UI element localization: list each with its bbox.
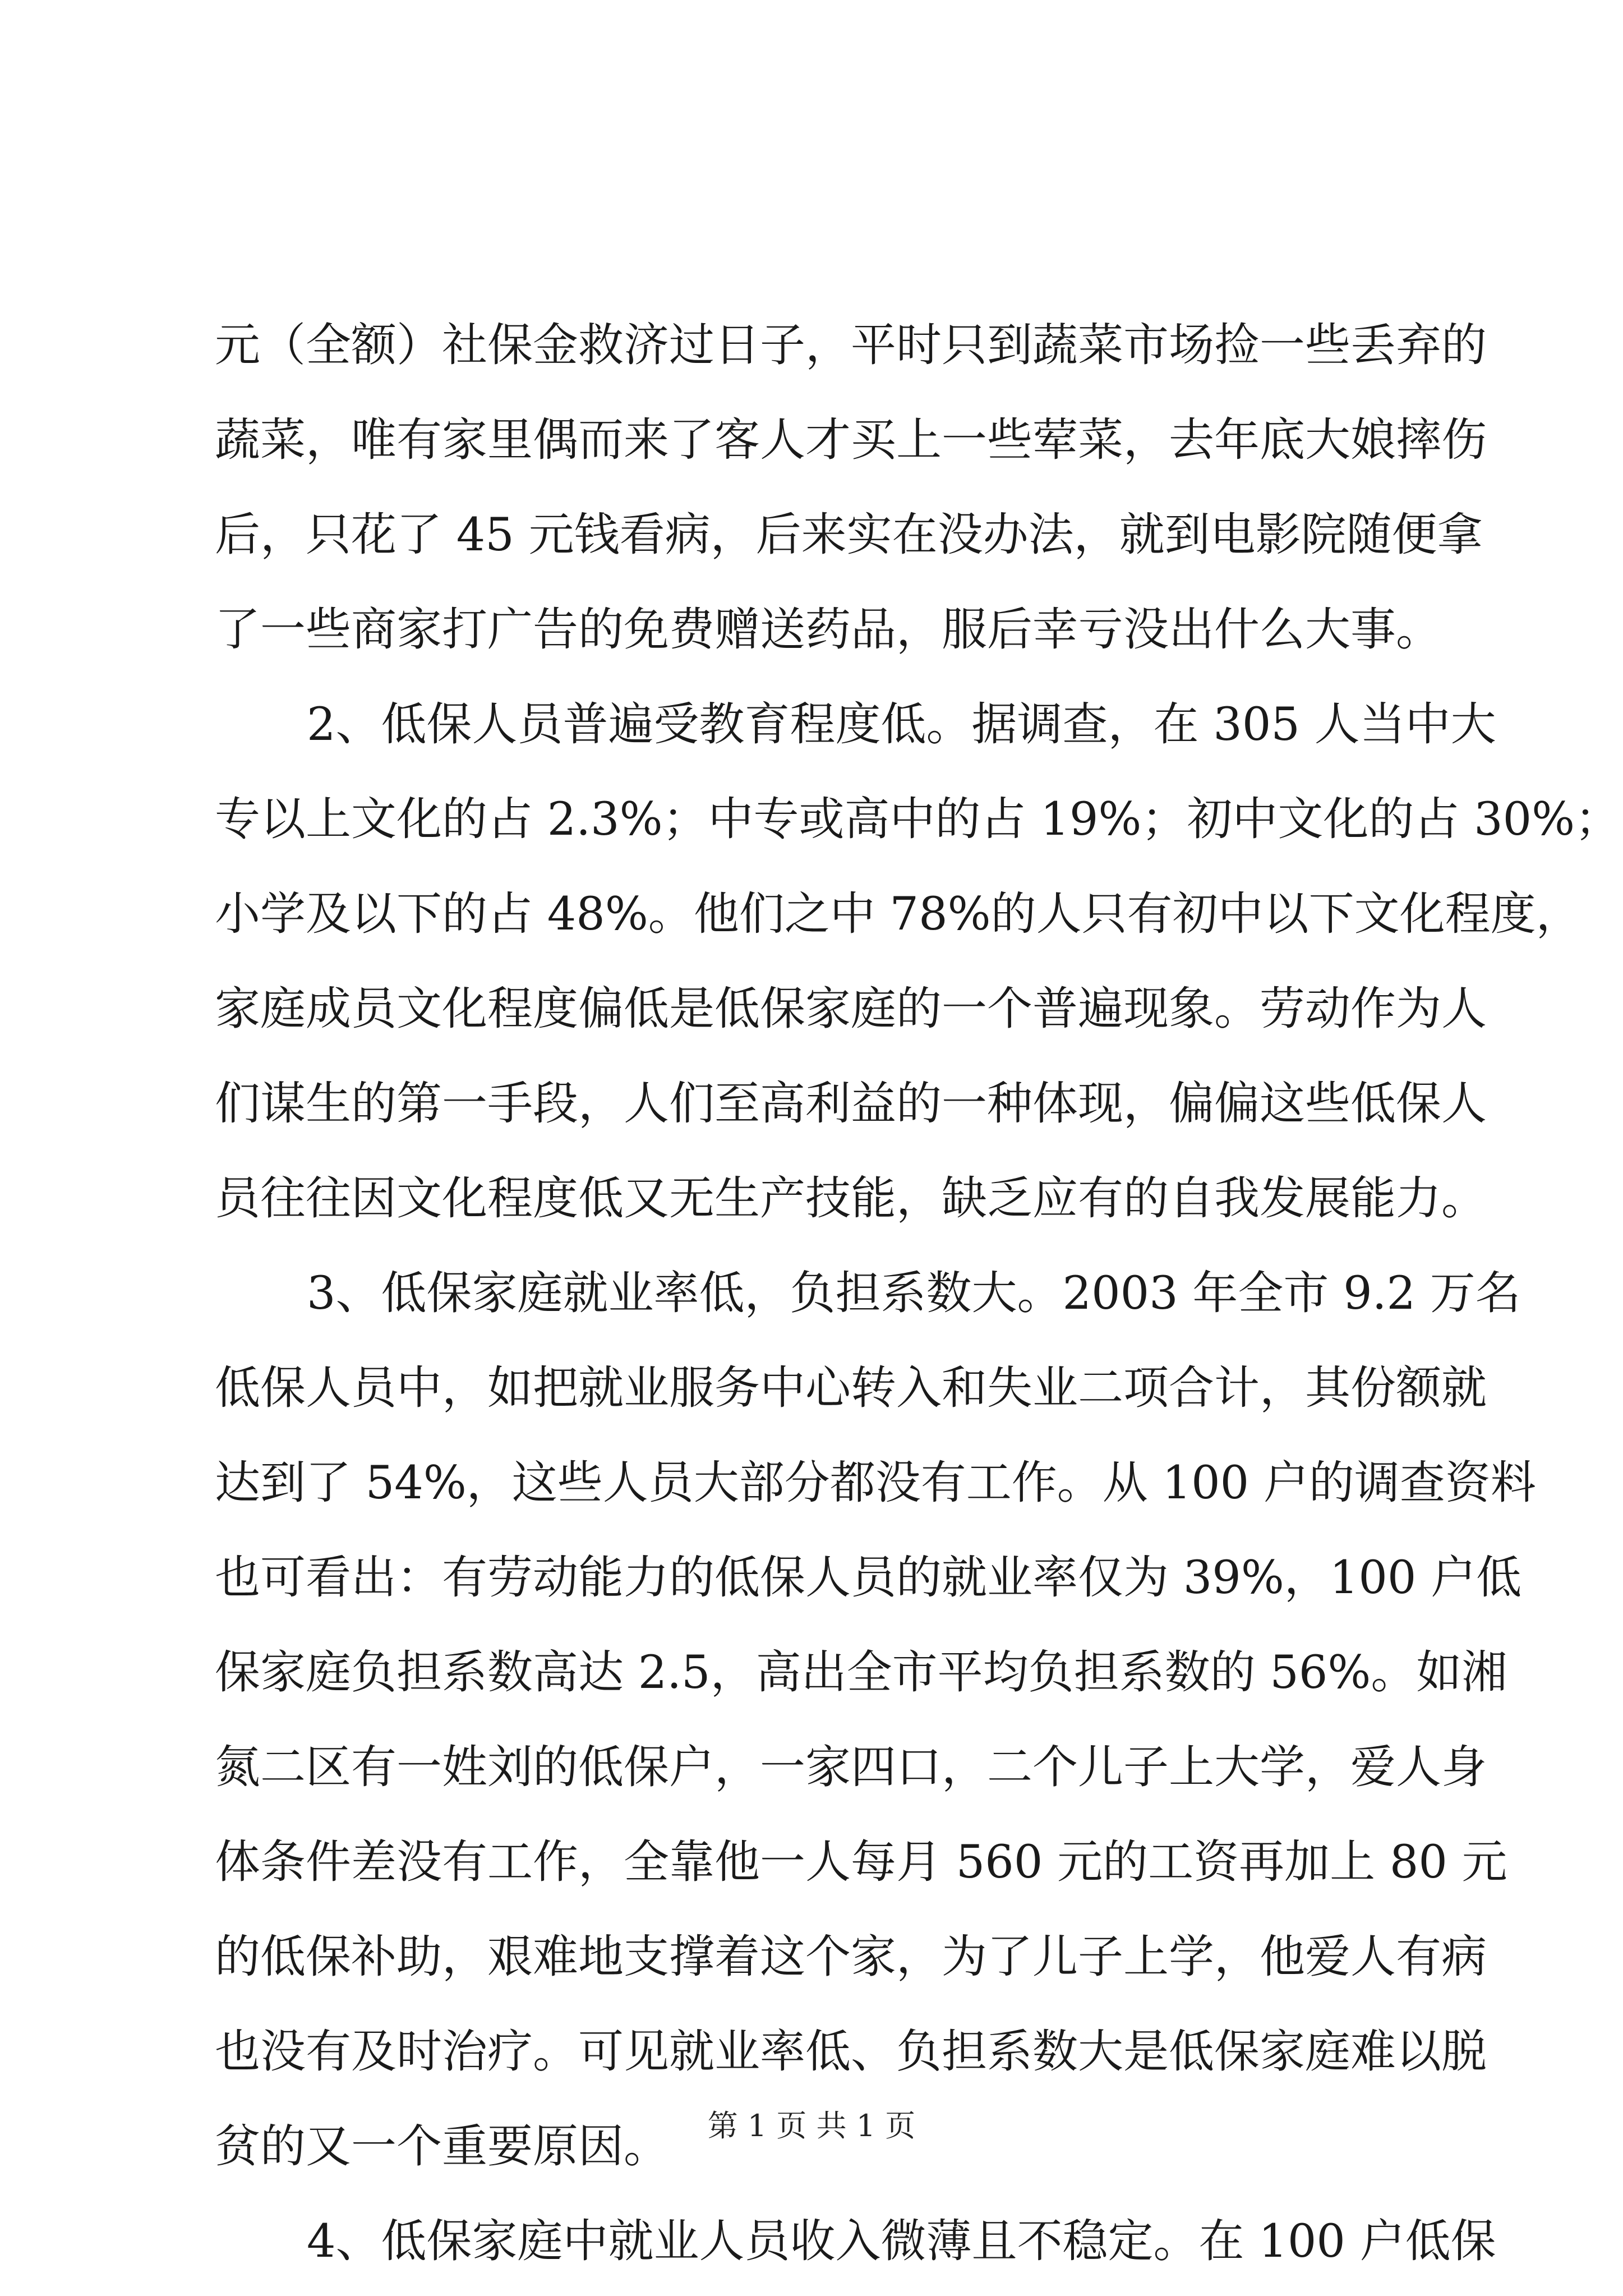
text-line: 的低保补助，艰难地支撑着这个家，为了儿子上学，他爱人有病 bbox=[215, 1931, 1487, 1984]
text-line: 小学及以下的占 48%。他们之中 78%的人只有初中以下文化程度， bbox=[215, 888, 1581, 941]
text-line: 了一些商家打广告的免费赠送药品，服后幸亏没出什么大事。 bbox=[215, 604, 1442, 656]
body-text bbox=[215, 298, 1621, 2289]
paragraph-2-first-line: 2、低保人员普遍受教育程度低。据调查，在 305 人当中大 bbox=[307, 698, 1496, 751]
page-footer: 第 1 页 共 1 页 bbox=[707, 2108, 916, 2143]
text-line: 也可看出：有劳动能力的低保人员的就业率仅为 39%，100 户低 bbox=[215, 1552, 1522, 1604]
text-line: 贫的又一个重要原因。 bbox=[215, 2120, 670, 2173]
text-line: 体条件差没有工作，全靠他一人每月 560 元的工资再加上 80 元 bbox=[215, 1836, 1507, 1889]
text-line: 蔬菜，唯有家里偶而来了客人才买上一些荤菜，去年底大娘摔伤 bbox=[215, 414, 1487, 467]
text-line: 达到了 54%，这些人员大部分都没有工作。从 100 户的调查资料 bbox=[215, 1457, 1536, 1510]
text-line: 专以上文化的占 2.3%；中专或高中的占 19%；初中文化的占 30%； bbox=[215, 793, 1621, 846]
text-line: 员往往因文化程度低又无生产技能，缺乏应有的自我发展能力。 bbox=[215, 1172, 1487, 1225]
text-line: 氮二区有一姓刘的低保户，一家四口，二个儿子上大学，爱人身 bbox=[215, 1741, 1487, 1794]
text-line: 元（全额）社保金救济过日子，平时只到蔬菜市场捡一些丢弃的 bbox=[215, 319, 1487, 372]
text-line: 保家庭负担系数高达 2.5，高出全市平均负担系数的 56%。如湘 bbox=[215, 1646, 1507, 1699]
paragraph-3-first-line: 3、低保家庭就业率低，负担系数大。2003 年全市 9.2 万名 bbox=[307, 1267, 1521, 1320]
paragraph-4-first-line: 4、低保家庭中就业人员收入微薄且不稳定。在 100 户低保 bbox=[307, 2215, 1496, 2268]
text-line: 们谋生的第一手段，人们至高利益的一种体现，偏偏这些低保人 bbox=[215, 1078, 1487, 1130]
text-line: 家庭成员文化程度偏低是低保家庭的一个普遍现象。劳动作为人 bbox=[215, 983, 1487, 1036]
text-line: 后，只花了 45 元钱看病，后来实在没办法，就到电影院随便拿 bbox=[215, 509, 1483, 562]
text-line: 也没有及时治疗。可见就业率低、负担系数大是低保家庭难以脱 bbox=[215, 2026, 1487, 2078]
text-line: 低保人员中，如把就业服务中心转入和失业二项合计，其份额就 bbox=[215, 1362, 1487, 1415]
